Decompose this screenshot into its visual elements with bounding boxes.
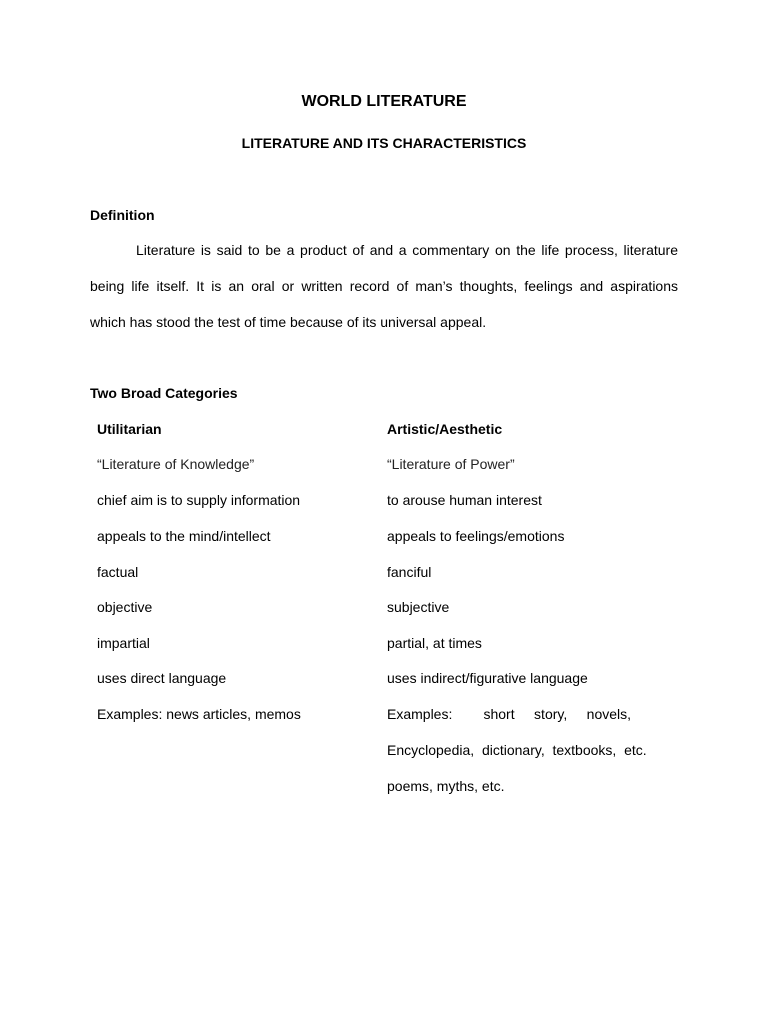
- document-title: WORLD LITERATURE: [301, 93, 467, 110]
- artistic-item: partial, at times: [387, 635, 482, 651]
- utilitarian-item: uses direct language: [97, 670, 227, 686]
- artistic-item: appeals to feelings/emotions: [387, 528, 565, 544]
- definition-line-3: which has stood the test of time because of its universal appeal.: [90, 314, 487, 330]
- definition-line-2: being life itself. It is an oral or written record of man’s thoughts, feelings and aspirations: [90, 278, 678, 294]
- utilitarian-item: objective: [97, 599, 153, 615]
- definition-line-1: Literature is said to be a product of and a commentary on the life process, literature: [136, 242, 678, 258]
- utilitarian-item: factual: [97, 564, 139, 580]
- document-subtitle: LITERATURE AND ITS CHARACTERISTICS: [241, 135, 527, 151]
- artistic-item: to arouse human interest: [387, 492, 542, 508]
- utilitarian-header: Utilitarian: [97, 421, 162, 437]
- utilitarian-item: Examples: news articles, memos: [97, 706, 301, 722]
- artistic-item: “Literature of Power”: [387, 456, 515, 472]
- utilitarian-item: appeals to the mind/intellect: [97, 528, 271, 544]
- artistic-item: uses indirect/figurative language: [387, 670, 588, 686]
- artistic-item: Encyclopedia, dictionary, textbooks, etc.: [387, 742, 647, 758]
- artistic-item: poems, myths, etc.: [387, 778, 505, 794]
- utilitarian-item: chief aim is to supply information: [97, 492, 301, 508]
- utilitarian-item: “Literature of Knowledge”: [97, 456, 255, 472]
- categories-heading: Two Broad Categories: [90, 385, 238, 401]
- artistic-item: Examples: short story, novels,: [387, 706, 632, 722]
- artistic-item: fanciful: [387, 564, 432, 580]
- definition-heading: Definition: [90, 207, 155, 223]
- artistic-item: subjective: [387, 599, 450, 615]
- artistic-header: Artistic/Aesthetic: [387, 421, 503, 437]
- utilitarian-item: impartial: [97, 635, 150, 651]
